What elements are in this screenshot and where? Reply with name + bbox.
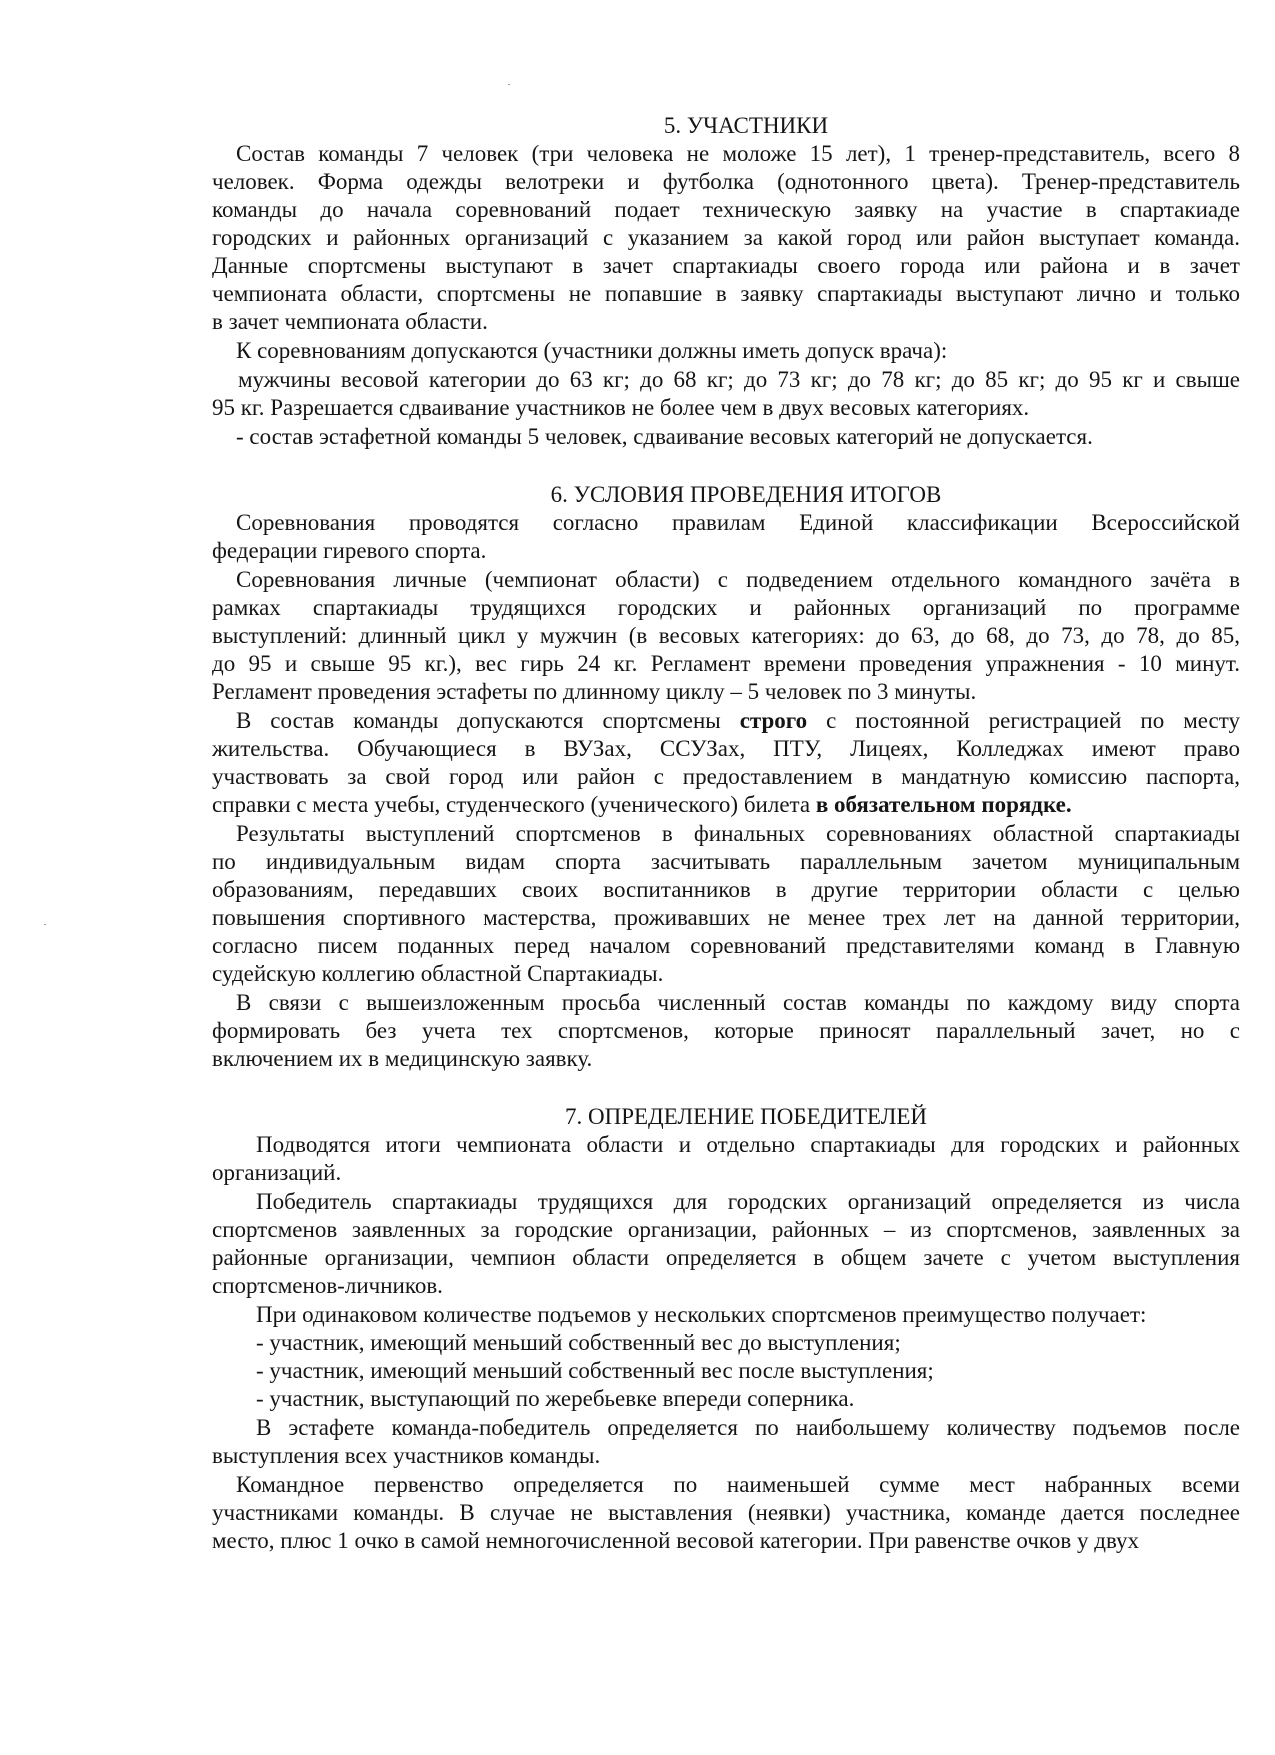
- text-segment: В состав команды допускаются спортсмены: [236, 708, 740, 733]
- text-line: участниками команды. В случае не выставления (неявки) участника, команде дается последнее: [212, 1500, 1240, 1525]
- paragraph: [212, 337, 1240, 365]
- text-line: городских и районных организаций с указанием за какой город или район выступает команда.: [212, 225, 1240, 250]
- text-line: - состав эстафетной команды 5 человек, сдваивание весовых категорий не допускается.: [236, 424, 1093, 449]
- text-line: чемпионата области, спортсмены не попавшие в заявку спартакиады выступают лично и только: [212, 281, 1240, 306]
- document-page: [212, 112, 1240, 1556]
- text-line: выступления всех участников команды.: [212, 1443, 601, 1468]
- text-line: - участник, имеющий меньший собственный вес после выступления;: [256, 1358, 934, 1383]
- paragraph: [212, 509, 1240, 565]
- text-line: спортсменов-личников.: [212, 1273, 443, 1298]
- text-line: Командное первенство определяется по наименьшей сумме мест набранных всеми: [236, 1472, 1240, 1497]
- text-line: Результаты выступлений спортсменов в финальных соревнованиях областной спартакиады: [236, 821, 1240, 846]
- text-line: согласно писем поданных перед началом соревнований представителями команд в Главную: [212, 933, 1240, 958]
- text-line: федерации гиревого спорта.: [212, 538, 487, 563]
- text-line: до 95 и свыше 95 кг.), вес гирь 24 кг. Регламент времени проведения упражнения - 10 минут.: [212, 651, 1240, 676]
- text-line: участвовать за свой город или район с предоставлением в мандатную комиссию паспорта,: [212, 764, 1240, 789]
- text-line: формировать без учета тех спортсменов, которые приносят параллельный зачет, но с: [212, 1018, 1240, 1043]
- scan-speck: [508, 84, 510, 85]
- section-heading: 6. УСЛОВИЯ ПРОВЕДЕНИЯ ИТОГОВ: [550, 482, 942, 507]
- text-line: Данные спортсмены выступают в зачет спартакиады своего города или района и в зачет: [212, 253, 1240, 278]
- text-line: [212, 791, 1240, 819]
- text-line: [212, 707, 1240, 735]
- text-segment: с постоянной регистрацией по месту: [807, 708, 1240, 733]
- text-line: рамках спартакиады трудящихся городских и районных организаций по программе: [212, 595, 1240, 620]
- text-line: место, плюс 1 очко в самой немногочисленной весовой категории. При равенстве очков у двух: [212, 1528, 1140, 1553]
- text-line: команды до начала соревнований подает техническую заявку на участие в спартакиаде: [212, 197, 1240, 222]
- paragraph: [212, 820, 1240, 988]
- text-line: образованиям, передавших своих воспитанников в другие территории области с целью: [212, 877, 1240, 902]
- bold-text: строго: [739, 708, 808, 733]
- text-line: мужчины весовой категории до 63 кг; до 68 кг; до 73 кг; до 78 кг; до 85 кг; до 95 кг и свыше: [238, 367, 1240, 392]
- paragraph: [212, 1131, 1240, 1187]
- paragraph: [212, 140, 1240, 336]
- text-line: жительства. Обучающиеся в ВУЗах, ССУЗах, ПТУ, Лицеях, Колледжах имеют право: [212, 736, 1240, 761]
- paragraph: [212, 366, 1240, 422]
- text-line: повышения спортивного мастерства, проживавших не менее трех лет на данной территории,: [212, 905, 1240, 930]
- text-segment: справки с места учебы, студенческого (ученического) билета: [212, 792, 816, 817]
- text-line: выступлений: длинный цикл у мужчин (в весовых категориях: до 63, до 68, до 73, до 78, до 85,: [212, 623, 1240, 648]
- text-line: организаций.: [212, 1160, 342, 1185]
- text-line: Подводятся итоги чемпионата области и отдельно спартакиады для городских и районных: [256, 1132, 1240, 1157]
- paragraph: [212, 707, 1240, 819]
- text-line: человек. Форма одежды велотреки и футболка (однотонного цвета). Тренер-представитель: [212, 169, 1240, 194]
- text-line: районные организации, чемпион области определяется в общем зачете с учетом выступления: [212, 1245, 1240, 1270]
- text-line: включением их в медицинскую заявку.: [212, 1046, 593, 1071]
- paragraph: [212, 1188, 1240, 1300]
- text-line: Победитель спартакиады трудящихся для городских организаций определяется из числа: [256, 1189, 1240, 1214]
- text-line: В эстафете команда-победитель определяется по наибольшему количеству подъемов после: [256, 1415, 1240, 1440]
- text-line: При одинаковом количестве подъемов у нескольких спортсменов преимущество получает:: [256, 1302, 1147, 1327]
- paragraph: [212, 989, 1240, 1073]
- text-line: К соревнованиям допускаются (участники должны иметь допуск врача):: [236, 338, 948, 363]
- section-heading: 7. ОПРЕДЕЛЕНИЕ ПОБЕДИТЕЛЕЙ: [565, 1104, 927, 1129]
- text-line: 95 кг. Разрешается сдваивание участников не более чем в двух весовых категориях.: [212, 395, 1030, 420]
- text-line: Соревнования личные (чемпионат области) с подведением отдельного командного зачёта в: [236, 567, 1240, 592]
- paragraph: [212, 1301, 1240, 1413]
- text-line: Соревнования проводятся согласно правилам Единой классификации Всероссийской: [236, 510, 1240, 535]
- text-line: Состав команды 7 человек (три человека не моложе 15 лет), 1 тренер-представитель, всего 8: [236, 141, 1240, 166]
- paragraph: [212, 423, 1240, 451]
- text-line: по индивидуальным видам спорта засчитывать параллельным зачетом муниципальным: [212, 849, 1240, 874]
- text-line: судейскую коллегию областной Спартакиады.: [212, 961, 664, 986]
- section-heading: 5. УЧАСТНИКИ: [663, 113, 829, 138]
- text-line: В связи с вышеизложенным просьба численный состав команды по каждому виду спорта: [236, 990, 1240, 1015]
- paragraph: [212, 566, 1240, 706]
- paragraph: [212, 1471, 1240, 1555]
- bold-text: в обязательном порядке.: [815, 792, 1072, 817]
- scan-speck: [44, 924, 46, 925]
- paragraph: [212, 1414, 1240, 1470]
- text-line: - участник, имеющий меньший собственный вес до выступления;: [256, 1330, 901, 1355]
- text-line: - участник, выступающий по жеребьевке впереди соперника.: [256, 1386, 855, 1411]
- text-line: Регламент проведения эстафеты по длинному циклу – 5 человек по 3 минуты.: [212, 679, 977, 704]
- text-line: в зачет чемпионата области.: [212, 309, 488, 334]
- text-line: спортсменов заявленных за городские организации, районных – из спортсменов, заявленных за: [212, 1217, 1240, 1242]
